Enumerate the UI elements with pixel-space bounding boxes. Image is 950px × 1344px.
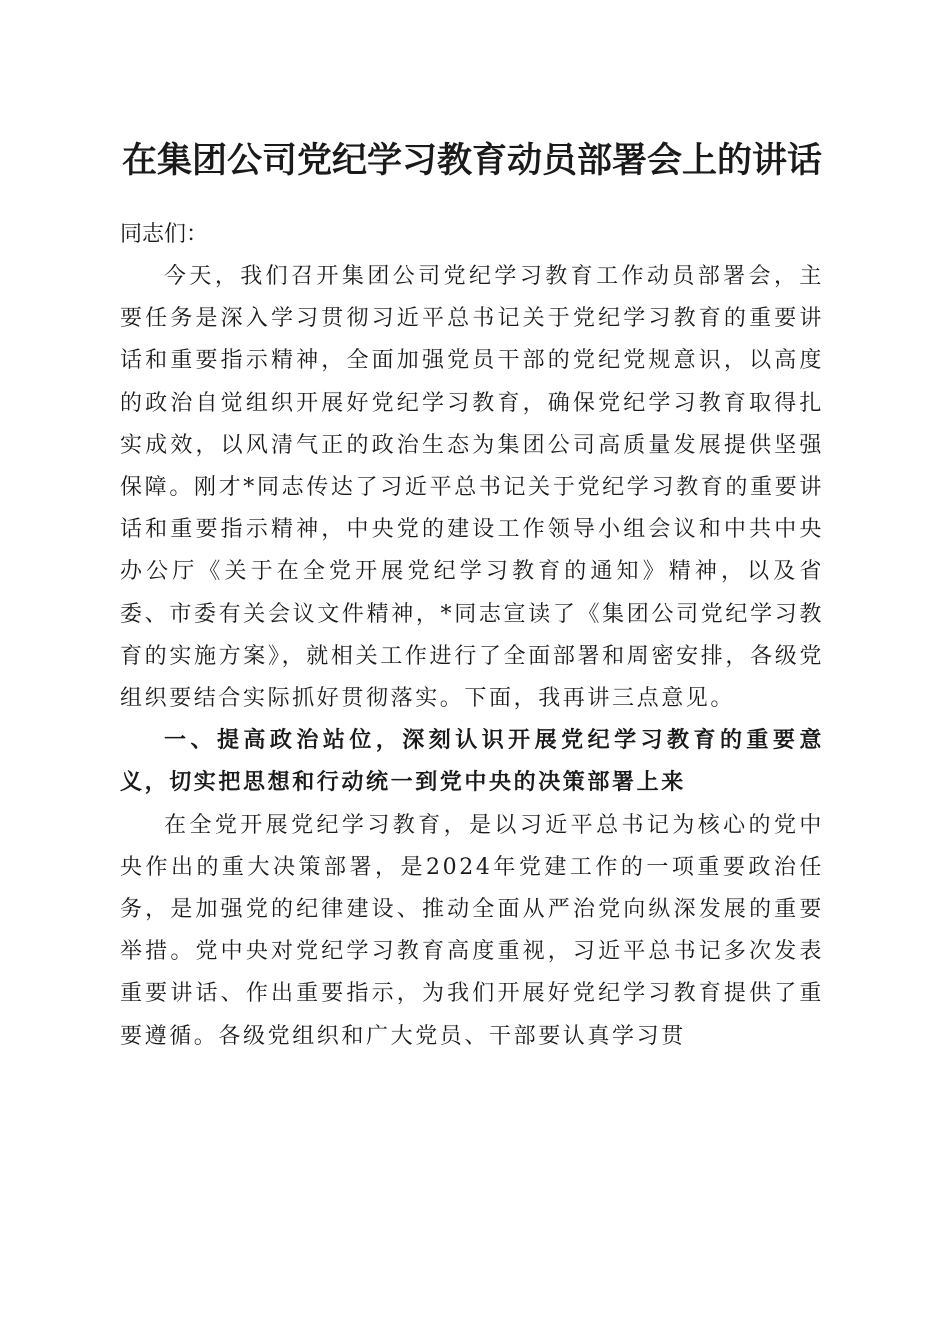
section-heading-1: 一、提高政治站位，深刻认识开展党纪学习教育的重要意义，切实把思想和行动统一到党中央的决策部署上来 xyxy=(120,728,824,796)
opening-paragraph: 今天，我们召开集团公司党纪学习教育工作动员部署会，主要任务是深入学习贯彻习近平总书记关于党纪学习教育的重要讲话和重要指示精神，全面加强党员干部的党纪党规意识，以高度的政治自觉组织开展好党纪学习教育，确保党纪学习教育取得扎实成效，以风清气正的政治生态为集团公司高质量发展提供坚强保障。刚才*同志传达了习近平总书记关于党纪学习教育的重要讲话和重要指示精神，中央党的建设工作领导小组会议和中共中央办公厅《关于在全党开展党纪学习教育的通知》精神，以及省委、市委有关会议文件精神，*同志宣读了《集团公司党纪学习教育的实施方案》，就相关工作进行了全面部署和周密安排，各级党组织要结合实际抓好贯彻落实。下面，我再讲三点意见。 xyxy=(120,264,824,712)
document-title: 在集团公司党纪学习教育动员部署会上的讲话 xyxy=(121,140,822,181)
document-page xyxy=(120,128,824,1058)
salutation: 同志们： xyxy=(120,222,209,247)
section-1-paragraph: 在全党开展党纪学习教育，是以习近平总书记为核心的党中央作出的重大决策部署，是2024年党建工作的一项重要政治任务，是加强党的纪律建设、推动全面从严治党向纵深发展的重要举措。党中央对党纪学习教育高度重视，习近平总书记多次发表重要讲话、作出重要指示，为我们开展好党纪学习教育提供了重要遵循。各级党组织和广大党员、干部要认真学习贯 xyxy=(120,812,824,1049)
